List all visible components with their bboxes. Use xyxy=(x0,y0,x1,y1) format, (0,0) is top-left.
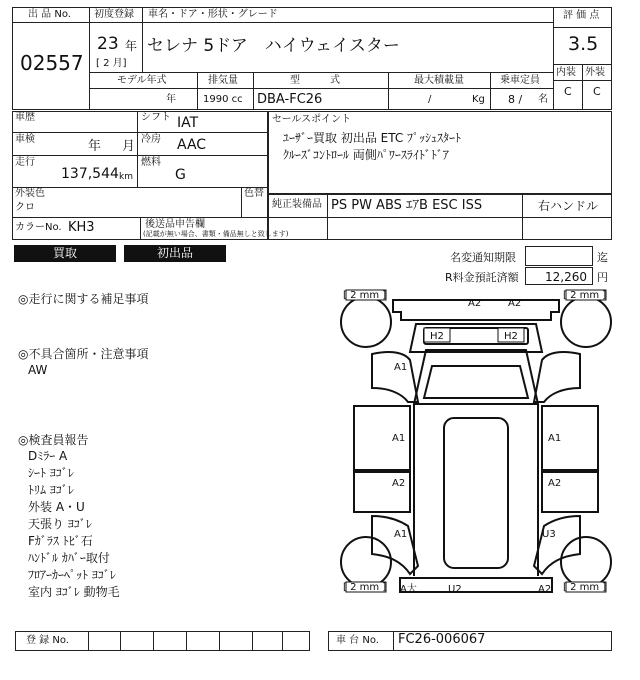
wheel-rear-left xyxy=(341,537,391,587)
ac-label: 冷房 xyxy=(141,134,161,145)
car-damage-diagram xyxy=(338,286,614,606)
exterior-grade: C xyxy=(593,85,601,98)
windshield-shape xyxy=(414,350,538,404)
shift-label: シフト xyxy=(141,112,171,123)
damage-mark: A2 xyxy=(508,298,522,309)
tire-depth-rear-left: [ 2 mm ] xyxy=(343,582,387,593)
damage-mark: A1 xyxy=(394,529,408,540)
repaint-label: 色替 xyxy=(244,188,264,199)
inspection-label: 車検 xyxy=(15,134,35,145)
sales-label: セールスポイント xyxy=(272,114,352,125)
damage-mark: A2 xyxy=(468,298,482,309)
roof-shape xyxy=(444,418,508,568)
inspector-item: ｼｰﾄ ﾖｺﾞﾚ xyxy=(28,466,74,480)
mileage-value: 137,544 xyxy=(61,166,119,182)
type-label: 型 式 xyxy=(290,75,340,86)
later-equip-note: (記載が無い場合、書類・備品無しと致します) xyxy=(143,230,289,238)
damage-mark: A2 xyxy=(392,478,406,489)
car-name: セレナ 5ドア ハイウェイスター xyxy=(147,36,400,56)
first-reg-year: 23 xyxy=(97,34,119,54)
wheel-front-left xyxy=(341,297,391,347)
mileage-label: 走行 xyxy=(15,157,35,168)
color-no-label: カラーNo. xyxy=(15,222,62,233)
name-label: 車名・ドア・形状・グレード xyxy=(148,9,278,20)
inspector-item: 室内 ﾖｺﾞﾚ 動物毛 xyxy=(28,585,120,599)
damage-mark: A2 xyxy=(538,584,552,595)
damage-mark: U2 xyxy=(448,584,462,595)
recycle-value: 12,260 xyxy=(545,270,587,284)
left-rear-fender-shape xyxy=(372,516,418,574)
wheel-front-right xyxy=(561,297,611,347)
damage-mark: A1 xyxy=(394,362,408,373)
damage-mark: H2 xyxy=(430,331,444,342)
handle-value: 右ハンドル xyxy=(538,199,599,213)
damage-mark: U3 xyxy=(542,529,556,540)
capacity-label: 乗車定員 xyxy=(500,75,540,86)
damage-mark: A1 xyxy=(392,433,406,444)
first-reg-label: 初度登録 xyxy=(94,9,134,20)
inspector-item: ﾌﾛｱｰｶｰﾍﾟｯﾄ ﾖｺﾞﾚ xyxy=(28,568,116,582)
defects-heading: ◎不具合箇所・注意事項 xyxy=(18,347,149,361)
wheel-rear-right xyxy=(561,537,611,587)
score-value: 3.5 xyxy=(568,33,599,55)
model-year-label: モデル年式 xyxy=(117,75,167,86)
history-label: 車歴 xyxy=(15,112,35,123)
displacement-label: 排気量 xyxy=(208,75,238,86)
chassis-value: FC26-006067 xyxy=(398,632,486,647)
right-rear-fender-shape xyxy=(534,516,580,574)
capacity-value: 8 / xyxy=(508,93,523,106)
type-value: DBA-FC26 xyxy=(257,92,323,107)
damage-mark: H2 xyxy=(504,331,518,342)
inspection-year: 年 xyxy=(88,139,102,154)
genuine-label: 純正装備品 xyxy=(272,199,322,210)
first-reg-month: [ 2 月] xyxy=(96,58,127,69)
max-load-value: / xyxy=(428,94,432,105)
fuel-value: G xyxy=(175,167,186,183)
reg-label: 登 録 No. xyxy=(26,635,69,646)
right-front-fender-shape xyxy=(534,352,580,402)
interior-label: 内装 xyxy=(556,67,576,78)
recycle-unit: 円 xyxy=(597,271,608,284)
inspector-item: 天張り ﾖｺﾞﾚ xyxy=(28,517,92,531)
inspector-item: ﾊﾝﾄﾞﾙ ｶﾊﾞｰ取付 xyxy=(28,551,110,565)
rear-bumper-shape xyxy=(400,578,552,592)
mileage-unit: km xyxy=(119,172,133,182)
sales-line-2: ｸﾙｰｽﾞｺﾝﾄﾛｰﾙ 両側ﾊﾟﾜｰｽﾗｲﾄﾞﾄﾞｱ xyxy=(283,148,449,162)
inspector-item: Dﾐﾗｰ A xyxy=(28,449,68,463)
lot-label: 出 品 No. xyxy=(28,9,71,20)
tire-depth-front-right: [ 2 mm ] xyxy=(563,290,607,301)
score-label: 評 価 点 xyxy=(563,10,600,21)
inspector-list xyxy=(28,449,120,602)
max-load-unit: Kg xyxy=(472,94,485,105)
interior-grade: C xyxy=(564,85,572,98)
inspector-item: ﾄﾘﾑ ﾖｺﾞﾚ xyxy=(28,483,74,497)
color-no-value: KH3 xyxy=(68,220,95,235)
inspector-heading: ◎検査員報告 xyxy=(18,433,89,447)
later-equip-label: 後送品申告欄 xyxy=(145,219,205,230)
badge-first-listing: 初出品 xyxy=(124,245,226,262)
exterior-label: 外装 xyxy=(585,67,605,78)
defects-value: AW xyxy=(28,363,48,377)
ext-color-value: クロ xyxy=(15,202,35,213)
transfer-box xyxy=(525,246,593,266)
transfer-unit: 迄 xyxy=(597,251,608,264)
first-reg-year-unit: 年 xyxy=(125,39,138,53)
supplement-heading: ◎走行に関する補足事項 xyxy=(18,292,149,306)
chassis-label: 車 台 No. xyxy=(336,635,379,646)
damage-mark: A2 xyxy=(548,478,562,489)
tire-depth-rear-right: [ 2 mm ] xyxy=(563,582,607,593)
badge-buyback: 買取 xyxy=(14,245,116,262)
genuine-value: PS PW ABS ｴｱB ESC ISS xyxy=(331,198,483,213)
lot-number: 02557 xyxy=(20,51,84,75)
inspector-item: 外装 A・U xyxy=(28,500,85,514)
inspector-item: Fｶﾞﾗｽ ﾄﾋﾞ石 xyxy=(28,534,93,548)
max-load-label: 最大積載量 xyxy=(414,75,464,86)
model-year-value: 年 xyxy=(166,94,176,105)
inspection-month: 月 xyxy=(122,139,136,154)
capacity-unit: 名 xyxy=(538,94,548,105)
displacement-value: 1990 cc xyxy=(203,94,243,105)
sales-line-1: ﾕｰｻﾞｰ買取 初出品 ETC ﾌﾟｯｼｭｽﾀｰﾄ xyxy=(283,131,462,145)
transfer-label: 名変通知期限 xyxy=(450,251,516,264)
damage-mark: A大 xyxy=(400,584,417,595)
recycle-label: R料金預託済額 xyxy=(445,271,519,284)
left-front-fender-shape xyxy=(372,352,418,402)
ext-color-label: 外装色 xyxy=(15,188,45,199)
shift-value: IAT xyxy=(177,115,199,131)
damage-mark: A1 xyxy=(548,433,562,444)
fuel-label: 燃料 xyxy=(141,157,161,168)
ac-value: AAC xyxy=(177,137,207,153)
tire-depth-front-left: [ 2 mm ] xyxy=(343,290,387,301)
